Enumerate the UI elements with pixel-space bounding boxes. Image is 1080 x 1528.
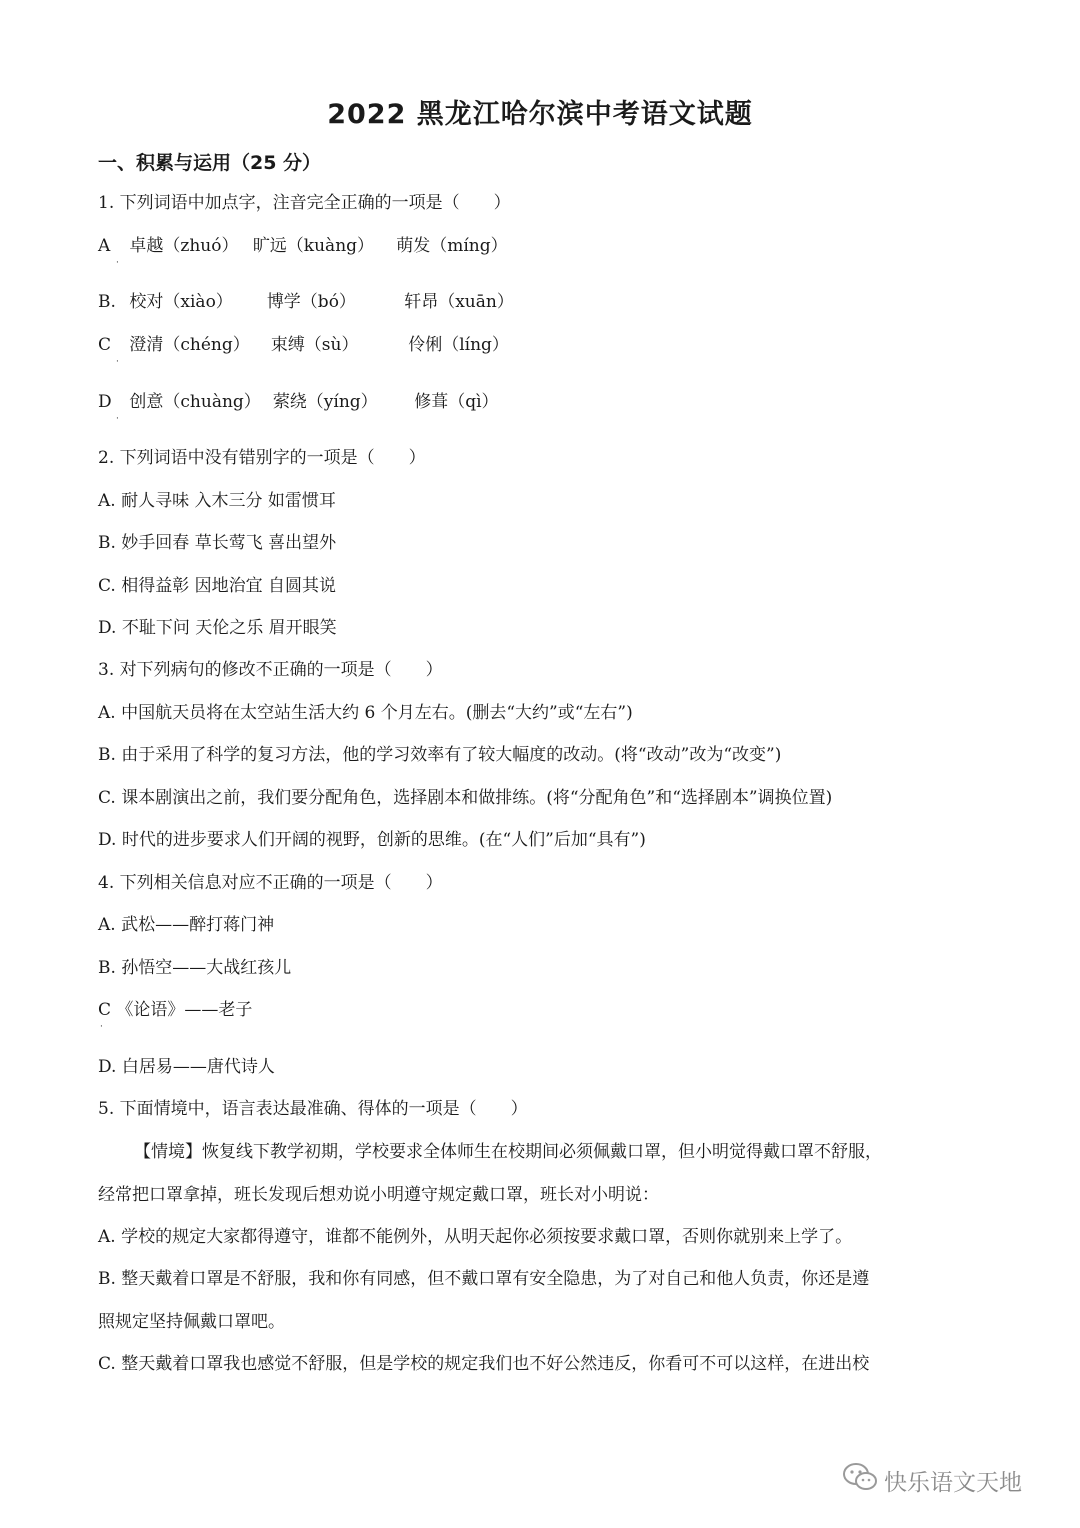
q1-option-d: [98, 390, 499, 414]
q4-option-a: A. 武松——醉打蒋门神: [98, 915, 275, 935]
q4-option-d: D. 白居易——唐代诗人: [98, 1057, 275, 1077]
q2-option-d: D. 不耻下问 天伦之乐 眉开眼笑: [98, 618, 337, 638]
word-pinyin: 旷远（kuàng）: [252, 236, 375, 256]
q4-option-c: C 《论语》——老子: [98, 1000, 253, 1020]
q3-option-d: D. 时代的进步要求人们开阔的视野，创新的思维。(在“人们”后加“具有”): [98, 830, 646, 850]
q5-context-line-2: 经常把口罩拿掉，班长发现后想劝说小明遵守规定戴口罩，班长对小明说：: [98, 1185, 659, 1205]
q5-option-b-line-1: B. 整天戴着口罩是不舒服，我和你有同感，但不戴口罩有安全隐患，为了对自己和他人负责，你还是遵: [98, 1269, 870, 1289]
word-pinyin: 束缚（sù）: [270, 335, 359, 355]
question-1-stem: 1. 下列词语中加点字，注音完全正确的一项是（ ）: [98, 193, 511, 213]
q5-context-line-1: 【情境】恢复线下教学初期，学校要求全体师生在校期间必须佩戴口罩，但小明觉得戴口罩不舒服，: [134, 1142, 882, 1162]
option-letter: C: [98, 335, 112, 355]
word-pinyin: 轩昂（xuān）: [404, 292, 514, 312]
option-dot: ·: [116, 414, 119, 424]
option-letter: A: [98, 236, 111, 256]
question-4-stem: 4. 下列相关信息对应不正确的一项是（ ）: [98, 873, 443, 893]
option-letter: D: [98, 392, 112, 412]
word-pinyin: 萦绕（yíng）: [272, 392, 378, 412]
word-pinyin: 伶俐（líng）: [408, 335, 509, 355]
option-dot: ·: [116, 258, 119, 268]
word-pinyin: 博学（bó）: [266, 292, 356, 312]
word-pinyin: 萌发（míng）: [396, 236, 508, 256]
word-pinyin: 创意（chuàng）: [129, 392, 261, 412]
q5-option-b-line-2: 照规定坚持佩戴口罩吧。: [98, 1312, 285, 1332]
q2-option-a: A. 耐人寻味 入木三分 如雷惯耳: [98, 491, 336, 511]
wechat-icon: [842, 1462, 878, 1498]
watermark: [842, 1462, 1022, 1498]
q2-option-c: C. 相得益彰 因地治宜 自圆其说: [98, 576, 337, 596]
q1-option-c: [98, 333, 509, 357]
question-2-stem: 2. 下列词语中没有错别字的一项是（ ）: [98, 448, 426, 468]
page-title: 2022 黑龙江哈尔滨中考语文试题: [327, 99, 753, 130]
q5-option-a: A. 学校的规定大家都得遵守，谁都不能例外，从明天起你必须按要求戴口罩，否则你就别来上学了。: [98, 1227, 853, 1247]
word-pinyin: 卓越（zhuó）: [129, 236, 239, 256]
watermark-text: 快乐语文天地: [884, 1469, 1022, 1496]
option-letter: B.: [98, 292, 116, 312]
q4-option-b: B. 孙悟空——大战红孩儿: [98, 958, 292, 978]
option-dot: ·: [116, 357, 119, 367]
q1-option-a: [98, 234, 508, 258]
question-5-stem: 5. 下面情境中，语言表达最准确、得体的一项是（ ）: [98, 1099, 528, 1119]
word-pinyin: 澄清（chéng）: [129, 335, 250, 355]
option-dot: ·: [100, 1022, 103, 1032]
word-pinyin: 修葺（qì）: [414, 392, 499, 412]
section-heading: 一、积累与运用（25 分）: [98, 152, 322, 174]
question-3-stem: 3. 对下列病句的修改不正确的一项是（ ）: [98, 660, 443, 680]
q2-option-b: B. 妙手回春 草长莺飞 喜出望外: [98, 533, 337, 553]
q3-option-c: C. 课本剧演出之前，我们要分配角色，选择剧本和做排练。(将“分配角色”和“选择剧本”调换位置): [98, 788, 833, 808]
q3-option-a: A. 中国航天员将在太空站生活大约 6 个月左右。(删去“大约”或“左右”): [98, 703, 633, 723]
q1-option-b: [98, 290, 514, 314]
q3-option-b: B. 由于采用了科学的复习方法，他的学习效率有了较大幅度的改动。(将“改动”改为“改变”): [98, 745, 782, 765]
word-pinyin: 校对（xiào）: [129, 292, 233, 312]
q5-option-c: C. 整天戴着口罩我也感觉不舒服，但是学校的规定我们也不好公然违反，你看可不可以这样，在进出校: [98, 1354, 870, 1374]
